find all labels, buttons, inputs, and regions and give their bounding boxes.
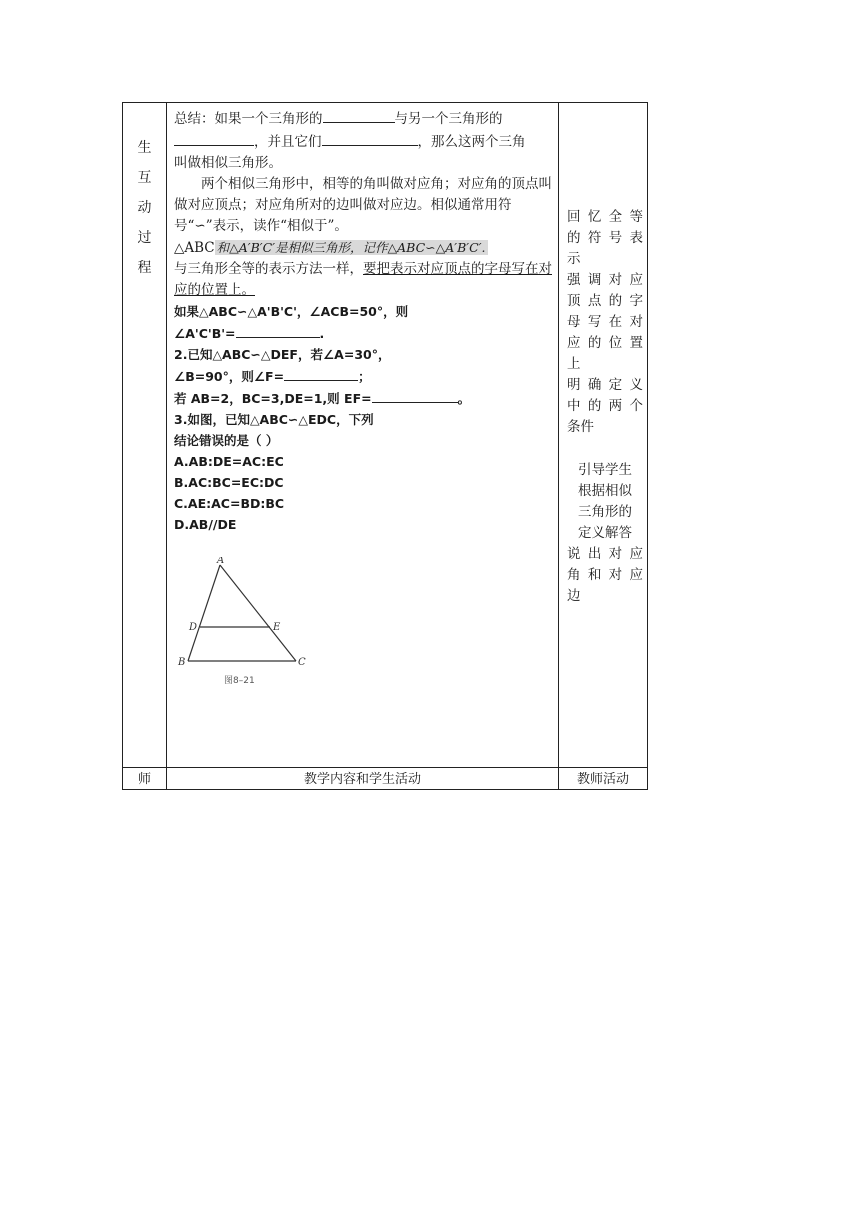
note-line: 说 出 对 应: [567, 546, 643, 562]
lesson-content: [167, 103, 558, 694]
process-label-cell: [123, 103, 167, 768]
note-line: 引导学生: [578, 462, 632, 478]
label-b: B: [178, 657, 186, 668]
exercise-3-line-2: 结论错误的是（ ）: [174, 433, 279, 448]
footer-col-1: 师: [123, 768, 167, 790]
note-line: 回 忆 全 等: [567, 209, 643, 225]
note-line: 强 调 对 应: [567, 272, 643, 288]
note-line: 条件: [567, 419, 594, 435]
label-c: C: [298, 657, 306, 668]
fill-blank: [284, 365, 358, 381]
process-label: [123, 103, 166, 283]
figure-caption: 图8–21: [224, 676, 255, 686]
note-line: 明 确 定 义: [567, 377, 643, 393]
option-a: A.AB:DE=AC:EC: [174, 454, 284, 469]
label-e: E: [273, 622, 281, 633]
option-d: D.AB//DE: [174, 517, 237, 532]
note-line: 的 符 号 表: [567, 230, 643, 246]
note-line: 根据相似: [578, 483, 632, 499]
fill-blank: [372, 387, 458, 403]
exercise-1-line-1: 如果△ABC∽△A'B'C'，∠ACB=50°，则: [174, 304, 409, 319]
note-line: 应 的 位 置: [567, 335, 643, 351]
note-line: 中 的 两 个: [567, 398, 643, 414]
summary-line-2: ，并且它们 ，那么这两个三角: [174, 130, 552, 153]
label-a: A: [217, 557, 225, 566]
option-b: B.AC:BC=EC:DC: [174, 475, 284, 490]
lesson-table: [122, 102, 648, 790]
definition-paragraph: 两个相似三角形中，相等的角叫做对应角；对应角的顶点叫做对应顶点；对应角所对的边叫做对应边。相似通常用符号“∽”表示，读作“相似于”。: [174, 176, 552, 234]
segment-ac: [220, 565, 296, 661]
fill-blank: [236, 322, 320, 338]
summary-line-1: 总结：如果一个三角形的 与另一个三角形的: [174, 107, 552, 130]
summary-line-3: 叫做相似三角形。: [174, 155, 282, 171]
label-d: D: [189, 622, 198, 633]
fill-blank: [174, 130, 254, 146]
label-char: 程: [137, 260, 152, 276]
fill-blank: [323, 107, 395, 123]
triangle-lines: [188, 565, 296, 661]
label-char: 动: [137, 200, 152, 216]
exercise-2-line-1: 2.已知△ABC∽△DEF，若∠A=30°，: [174, 347, 391, 362]
notation-highlight: 和△A′B′C′是相似三角形，记作△ABC∽△A′B′C′.: [216, 240, 486, 255]
option-c: C.AE:AC=BD:BC: [174, 496, 285, 511]
footer-col-2: 教学内容和学生活动: [167, 768, 559, 790]
teacher-notes: [559, 103, 647, 607]
exercise-2-line-2: ∠B=90°，则∠F= ；: [174, 365, 552, 387]
note-line: 上: [567, 356, 581, 372]
note-line: 顶 点 的 字: [567, 293, 643, 309]
note-line: 母 写 在 对: [567, 314, 643, 330]
note-line: 定义解答: [578, 525, 632, 541]
note-line: 边: [567, 588, 581, 604]
label-char: 生: [137, 140, 152, 156]
exercise-2-line-3: 若 AB=2，BC=3,DE=1,则 EF= 。: [174, 387, 552, 409]
teacher-notes-cell: [559, 103, 648, 768]
notation-line: △ABC 和△A′B′C′是相似三角形，记作△ABC∽△A′B′C′.: [174, 240, 486, 256]
segment-ab: [188, 565, 220, 661]
notation-note: 与三角形全等的表示方法一样，要把表示对应顶点的字母写在对应的位置上。: [174, 261, 552, 298]
exercise-3-line-1: 3.如图，已知△ABC∽△EDC，下列: [174, 412, 374, 427]
note-line: 角 和 对 应: [567, 567, 643, 583]
footer-col-3: 教师活动: [559, 768, 648, 790]
label-char: 过: [137, 230, 152, 246]
exercise-1-line-2: ∠A'C'B'= .: [174, 322, 552, 344]
note-line: 示: [567, 251, 581, 267]
content-cell: [167, 103, 559, 768]
label-char: 互: [137, 170, 152, 186]
triangle-figure: [174, 557, 324, 687]
note-line: 三角形的: [578, 504, 632, 520]
underlined-note: 要把表示对应顶点的字母写在对应的位置上。: [174, 261, 552, 298]
fill-blank: [322, 130, 418, 146]
